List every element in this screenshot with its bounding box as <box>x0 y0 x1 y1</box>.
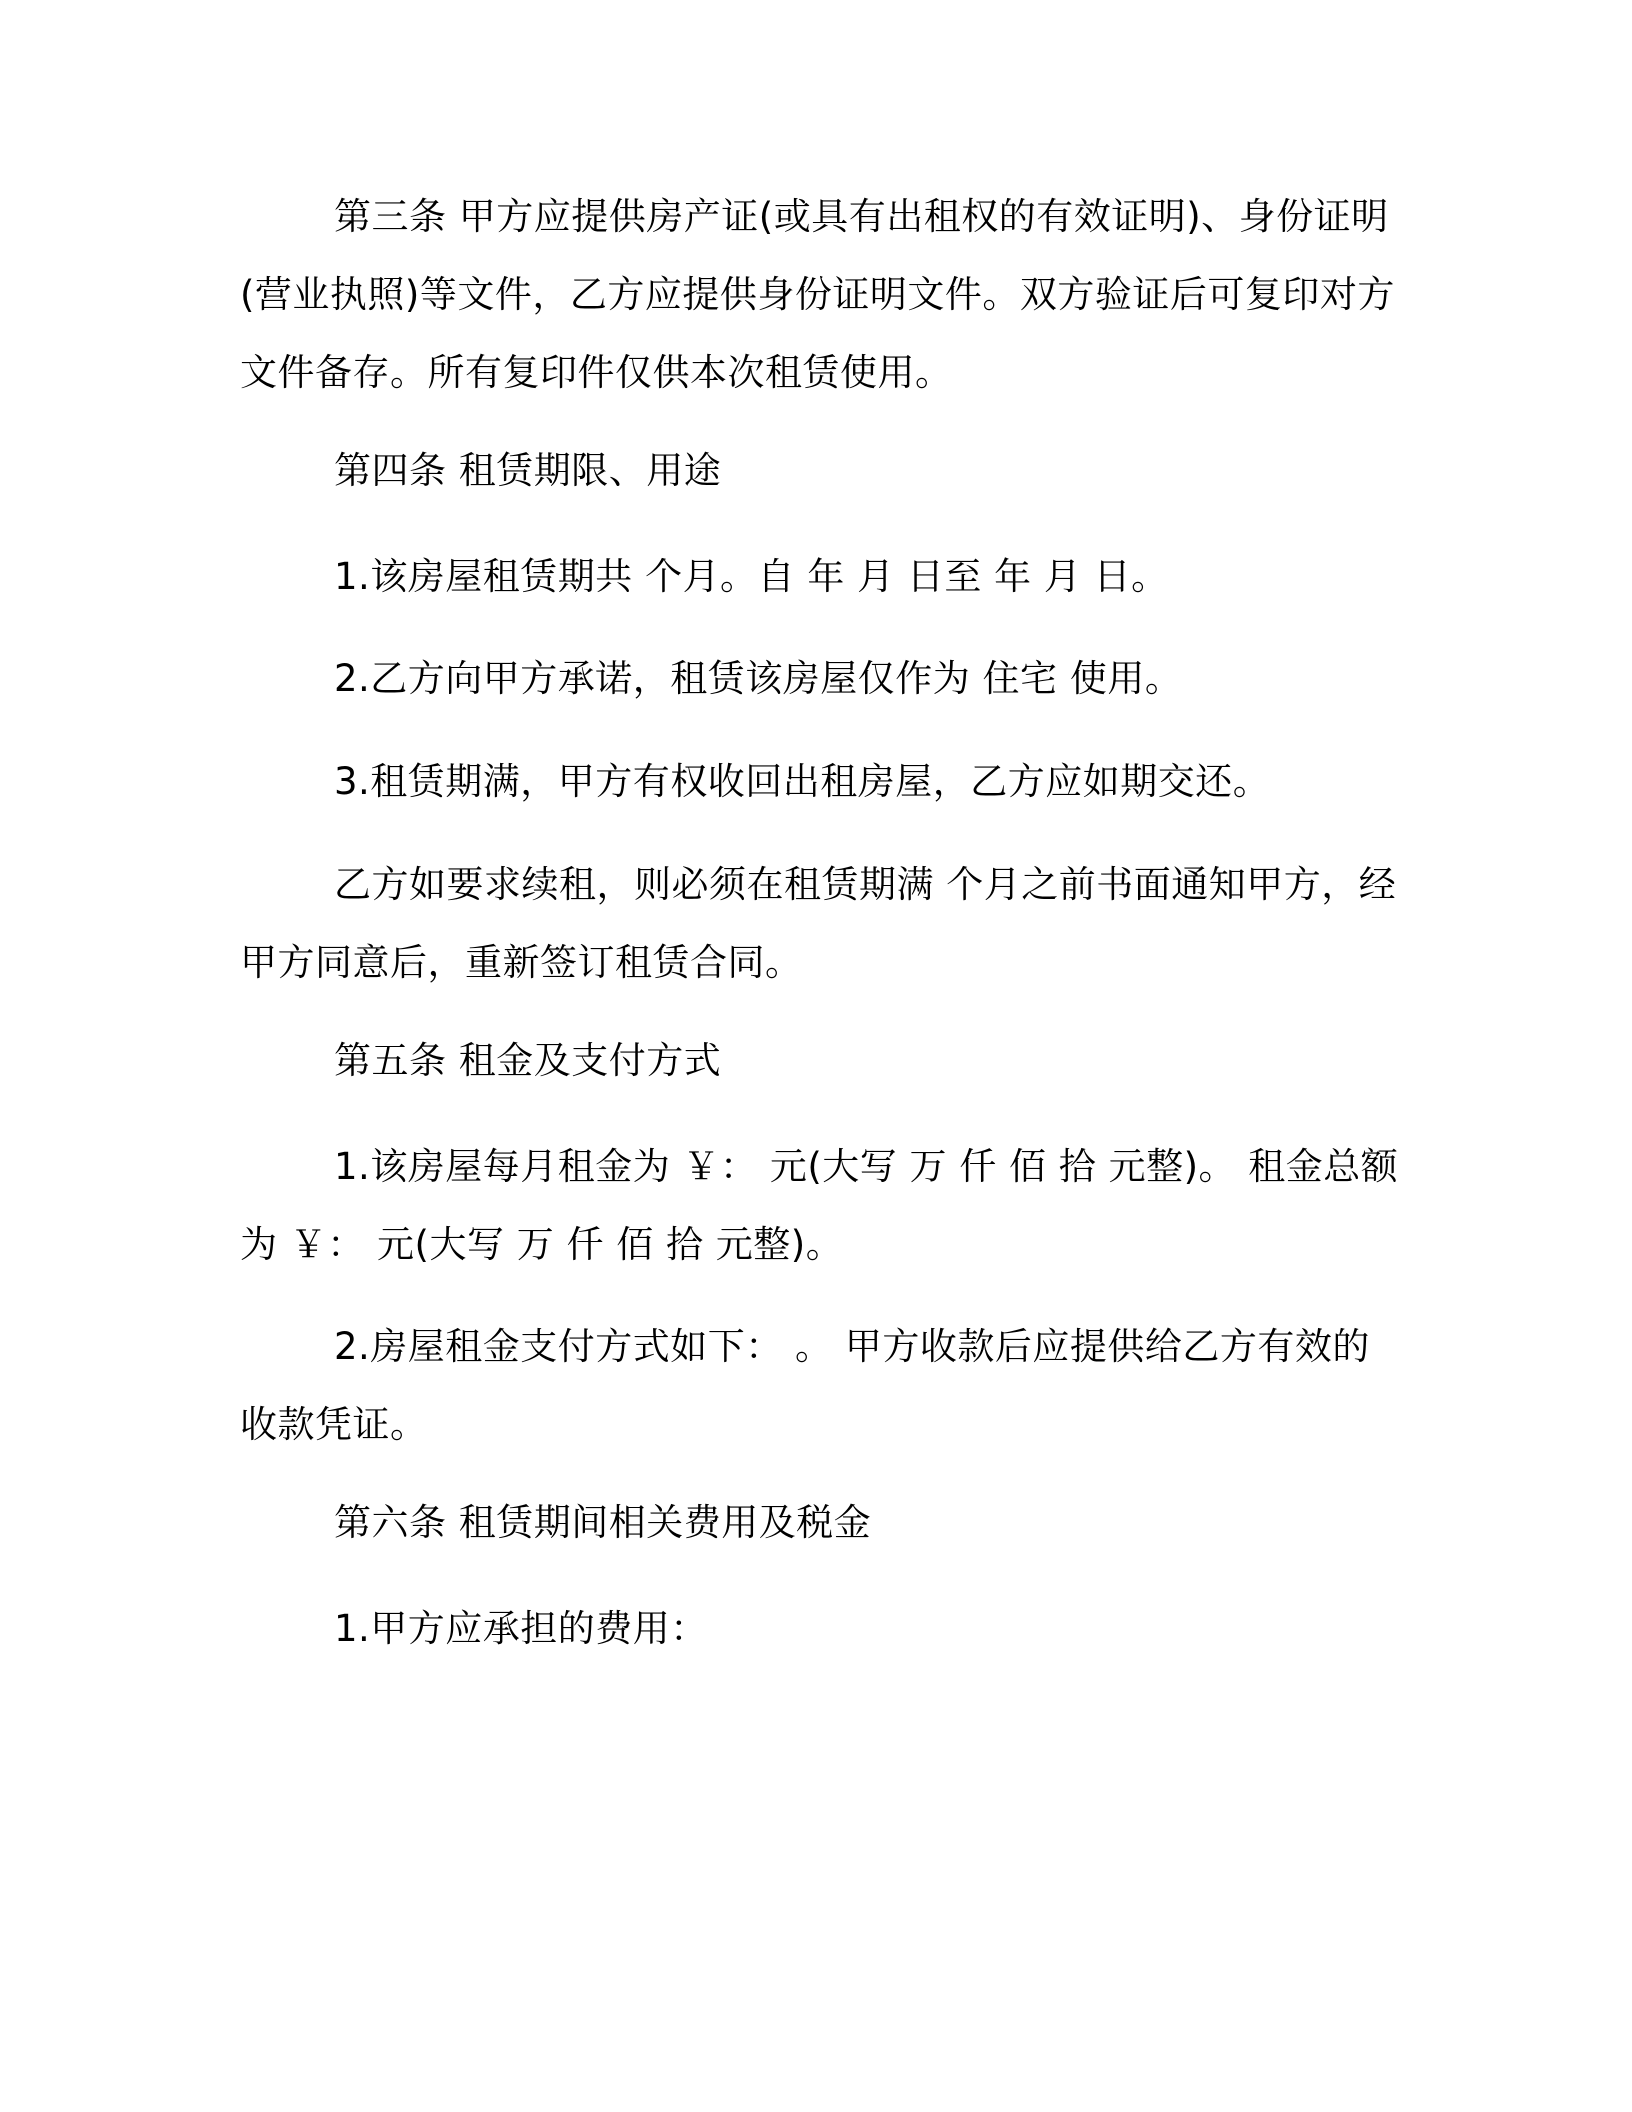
article-5-item-1-line-1: 1.该房屋每月租金为 ￥： 元(大写 万 仟 佰 拾 元整)。 租金总额 <box>334 1145 1399 1188</box>
article-3-line-3: 文件备存。所有复印件仅供本次租赁使用。 <box>240 351 953 394</box>
renewal-line-1: 乙方如要求续租，则必须在租赁期满 个月之前书面通知甲方，经 <box>334 863 1397 906</box>
article-6-item-1: 1.甲方应承担的费用： <box>334 1607 708 1650</box>
article-5-item-1-line-2: 为 ￥： 元(大写 万 仟 佰 拾 元整)。 <box>240 1223 844 1266</box>
article-5-item-2-line-1: 2.房屋租金支付方式如下： 。 甲方收款后应提供给乙方有效的 <box>334 1325 1370 1368</box>
article-4-item-3: 3.租赁期满，甲方有权收回出租房屋，乙方应如期交还。 <box>334 760 1271 803</box>
article-4-item-1: 1.该房屋租赁期共 个月。自 年 月 日至 年 月 日。 <box>334 555 1169 598</box>
renewal-line-2: 甲方同意后，重新签订租赁合同。 <box>240 941 803 984</box>
article-5-item-2-line-2: 收款凭证。 <box>240 1403 428 1446</box>
article-5-heading: 第五条 租金及支付方式 <box>334 1039 722 1082</box>
article-3-line-1: 第三条 甲方应提供房产证(或具有出租权的有效证明)、身份证明 <box>334 195 1389 238</box>
article-6-heading: 第六条 租赁期间相关费用及税金 <box>334 1501 872 1544</box>
article-4-item-2: 2.乙方向甲方承诺，租赁该房屋仅作为 住宅 使用。 <box>334 657 1183 700</box>
article-3-line-2: (营业执照)等文件，乙方应提供身份证明文件。双方验证后可复印对方 <box>240 273 1395 316</box>
article-4-heading: 第四条 租赁期限、用途 <box>334 449 722 492</box>
